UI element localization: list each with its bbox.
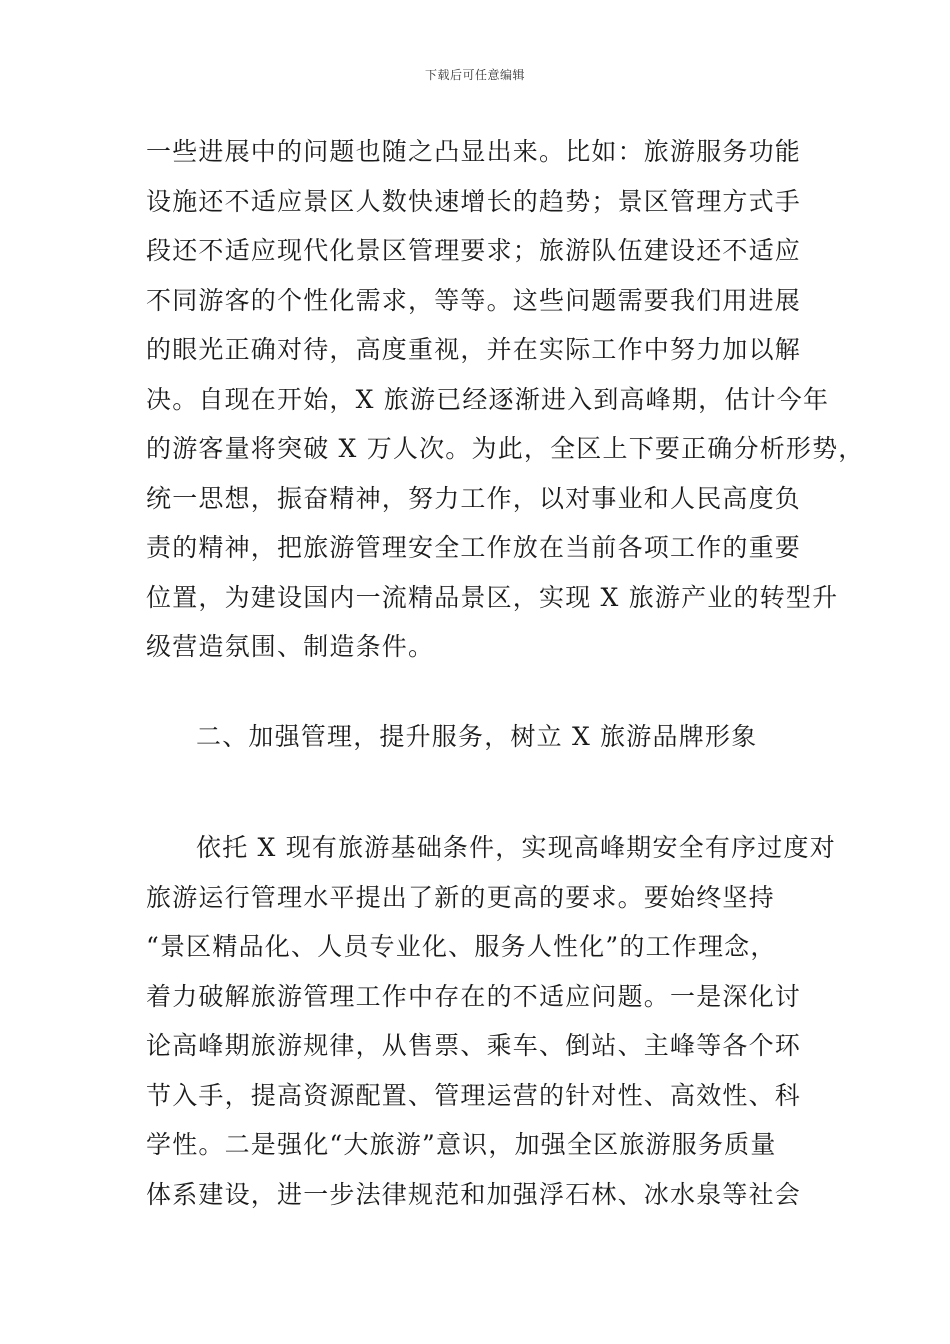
page-header: 下载后可任意编辑 [424, 68, 525, 82]
text-line: “景区精品化、人员专业化、服务人性化”的工作理念， [146, 932, 777, 961]
paragraph-2 [146, 823, 836, 1219]
section-heading [146, 712, 812, 762]
text-line: 论高峰期旅游规律，从售票、乘车、倒站、主峰等各个环 [146, 1031, 802, 1060]
text-line: 责的精神，把旅游管理安全工作放在当前各项工作的重要 [146, 533, 802, 562]
paragraph-1 [146, 127, 865, 672]
section-heading-text: 二、加强管理，提升服务，树立 X 旅游品牌形象 [196, 722, 758, 751]
text-line: 级营造氛围、制造条件。 [146, 632, 435, 661]
text-line: 的眼光正确对待，高度重视，并在实际工作中努力加以解 [146, 335, 802, 364]
text-line: 依托 X 现有旅游基础条件，实现高峰期安全有序过度对 [196, 833, 836, 862]
text-line: 体系建设，进一步法律规范和加强浮石林、冰水泉等社会 [146, 1179, 802, 1209]
text-line: 统一思想，振奋精神，努力工作，以对事业和人民高度负 [146, 483, 802, 513]
text-line: 节入手，提高资源配置、管理运营的针对性、高效性、科 [146, 1080, 802, 1110]
text-line: 不同游客的个性化需求，等等。这些问题需要我们用进展 [146, 285, 802, 315]
text-line: 一些进展中的问题也随之凸显出来。比如：旅游服务功能 [146, 137, 802, 166]
text-line: 的游客量将突破 X 万人次。为此，全区上下要正确分析形势， [146, 434, 865, 463]
text-line: 段还不适应现代化景区管理要求；旅游队伍建设还不适应 [146, 236, 802, 265]
text-line: 旅游运行管理水平提出了新的更高的要求。要始终坚持 [146, 882, 775, 912]
text-line: 设施还不适应景区人数快速增长的趋势；景区管理方式手 [146, 186, 802, 216]
text-line: 位置，为建设国内一流精品景区，实现 X 旅游产业的转型升 [146, 582, 839, 612]
text-line: 决。自现在开始，X 旅游已经逐渐进入到高峰期，估计今年 [146, 384, 830, 414]
text-line: 学性。二是强化“大旅游”意识，加强全区旅游服务质量 [146, 1130, 777, 1159]
text-line: 着力破解旅游管理工作中存在的不适应问题。一是深化讨 [146, 981, 802, 1011]
